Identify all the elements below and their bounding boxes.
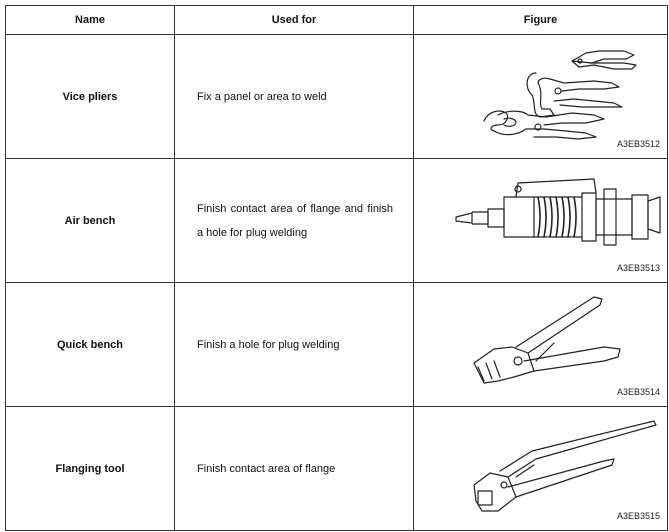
header-used-for: Used for [175, 6, 414, 35]
tool-name: Quick bench [6, 283, 175, 407]
tool-usage: Finish contact area of flange [175, 407, 414, 531]
figure-code: A3EB3515 [616, 511, 660, 521]
tools-table [5, 5, 668, 531]
table-row [6, 283, 668, 407]
tool-usage: Finish a hole for plug welding [175, 283, 414, 407]
flanging-tool-icon [454, 415, 664, 515]
tool-name: Vice pliers [6, 35, 175, 159]
table-row [6, 159, 668, 283]
tool-name: Air bench [6, 159, 175, 283]
vice-pliers-icon [454, 43, 664, 143]
header-row [6, 6, 668, 35]
header-name: Name [6, 6, 175, 35]
air-bench-icon [454, 167, 664, 267]
table-row [6, 35, 668, 159]
figure-code: A3EB3513 [616, 263, 660, 273]
figure-code: A3EB3512 [616, 139, 660, 149]
tool-name: Flanging tool [6, 407, 175, 531]
tool-usage: Finish contact area of flange and finish a hole for plug welding [175, 159, 414, 283]
tool-figure-cell [414, 283, 668, 407]
table-row [6, 407, 668, 531]
tool-figure-cell [414, 159, 668, 283]
tool-figure-cell [414, 35, 668, 159]
tool-figure-cell [414, 407, 668, 531]
quick-bench-icon [454, 291, 664, 391]
header-figure: Figure [414, 6, 668, 35]
tool-usage: Fix a panel or area to weld [175, 35, 414, 159]
figure-code: A3EB3514 [616, 387, 660, 397]
